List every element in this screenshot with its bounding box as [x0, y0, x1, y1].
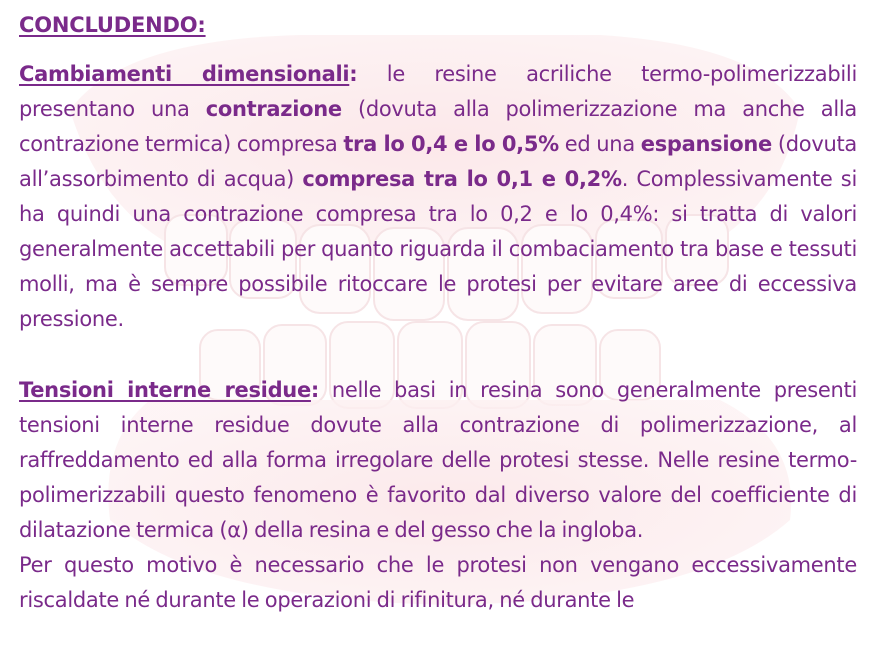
text-run: (dovuta alla polimerizzazione ma anche alla contrazione termica) compresa [19, 97, 857, 156]
conclusion-heading: CONCLUDENDO: [19, 13, 206, 37]
bold-contraction-range: tra lo 0,4 e lo 0,5% [343, 132, 559, 156]
title-colon: : [349, 62, 358, 86]
text-run: le resine acriliche termo-polimerizzabili presentano una [19, 62, 857, 121]
paragraph-residual-stress [19, 373, 857, 548]
bold-contraction: contrazione [205, 97, 342, 121]
paragraph-dimensional-changes [19, 57, 857, 337]
text-run: nelle basi in resina sono generalmente presenti tensioni interne residue dovute alla contrazione di polimerizzazione, al raffreddamento ed alla forma irregolare delle protesi stesse. Nelle resine termo-polimerizzabili questo fenomeno è favorito dal diverso valore del coefficiente di dilatazione termica (α) della resina e del gesso che la ingloba. [19, 378, 857, 542]
text-run: ed una [558, 132, 641, 156]
bold-expansion-range: compresa tra lo 0,1 e 0,2% [302, 167, 622, 191]
bold-expansion: espansione [640, 132, 772, 156]
text-body [19, 8, 857, 618]
title-colon: : [310, 378, 320, 402]
dimensional-changes-title: Cambiamenti dimensionali [19, 62, 350, 86]
paragraph-recommendation: Per questo motivo è necessario che le protesi non vengano eccessivamente riscaldate né durante le operazioni di rifinitura, né durante le [19, 553, 857, 612]
text-run: (dovuta all’assorbimento di acqua) [19, 132, 857, 191]
text-run: . Complessivamente si ha quindi una contrazione compresa tra lo 0,2 e lo 0,4%: si tratta di valori generalmente accettabili per quanto riguarda il combaciamento tra base e tessuti molli, ma è sempre possibile ritoccare le protesi per evitare aree di eccessiva pressione. [19, 167, 857, 331]
residual-stress-title: Tensioni interne residue [19, 378, 311, 402]
